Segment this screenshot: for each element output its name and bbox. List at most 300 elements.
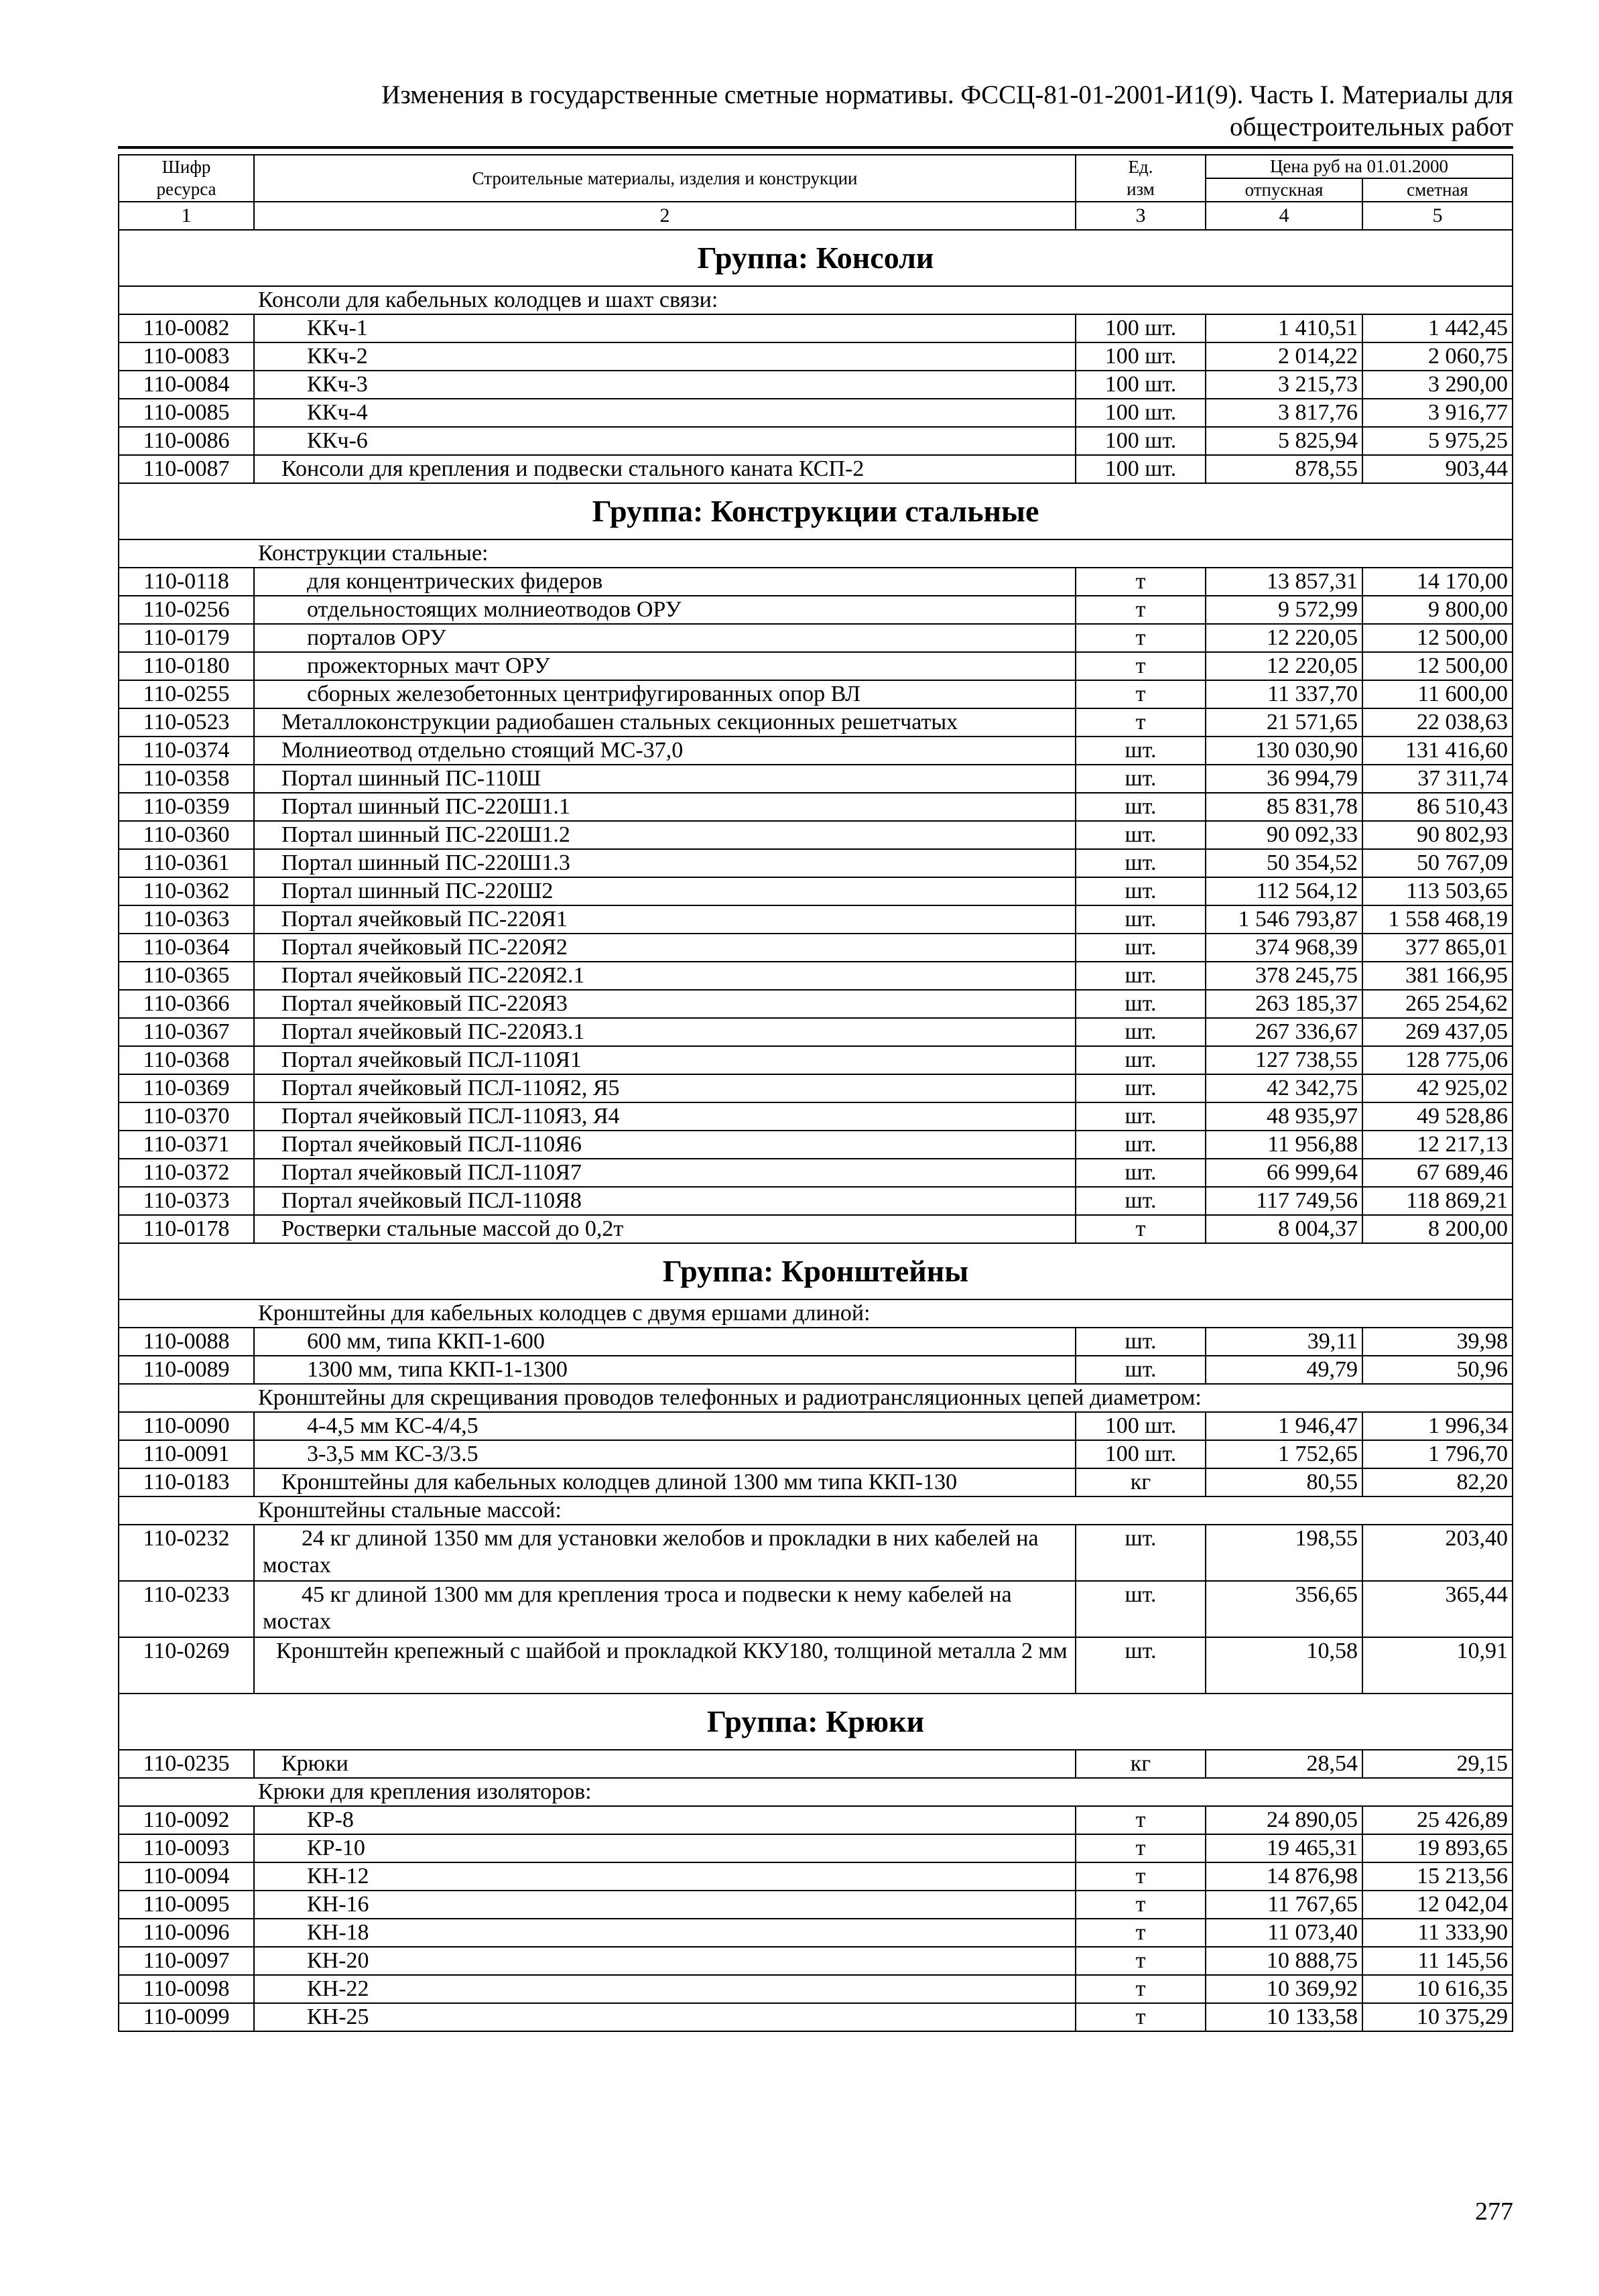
release-price: 130 030,90 bbox=[1206, 737, 1362, 765]
column-number: 2 bbox=[254, 202, 1076, 230]
table-row bbox=[119, 1018, 1513, 1046]
group-heading: Группа: Консоли bbox=[119, 230, 1513, 286]
resource-code: 110-0370 bbox=[119, 1102, 254, 1131]
release-price: 263 185,37 bbox=[1206, 990, 1362, 1018]
material-name: Портал ячейковый ПСЛ-110Я7 bbox=[254, 1159, 1076, 1187]
release-price: 11 956,88 bbox=[1206, 1131, 1362, 1159]
price-table bbox=[118, 154, 1513, 2032]
release-price: 80,55 bbox=[1206, 1468, 1362, 1496]
table-row bbox=[119, 990, 1513, 1018]
estimate-price: 128 775,06 bbox=[1362, 1046, 1513, 1074]
release-price: 13 857,31 bbox=[1206, 568, 1362, 596]
resource-code: 110-0363 bbox=[119, 905, 254, 934]
estimate-price: 11 600,00 bbox=[1362, 680, 1513, 708]
estimate-price: 14 170,00 bbox=[1362, 568, 1513, 596]
table-row bbox=[119, 1750, 1513, 1778]
table-row bbox=[119, 1215, 1513, 1243]
estimate-price: 50 767,09 bbox=[1362, 849, 1513, 877]
unit-of-measure: шт. bbox=[1076, 1159, 1206, 1187]
material-name: Молниеотвод отдельно стоящий МС-37,0 bbox=[254, 737, 1076, 765]
unit-of-measure: кг bbox=[1076, 1750, 1206, 1778]
unit-of-measure: шт. bbox=[1076, 905, 1206, 934]
release-price: 36 994,79 bbox=[1206, 765, 1362, 793]
material-name: 45 кг длиной 1300 мм для крепления троса и подвески к нему кабелей на мостах bbox=[254, 1581, 1076, 1637]
material-name: Портал ячейковый ПС-220Я3 bbox=[254, 990, 1076, 1018]
release-price: 198,55 bbox=[1206, 1525, 1362, 1581]
resource-code: 110-0256 bbox=[119, 596, 254, 624]
resource-code: 110-0085 bbox=[119, 399, 254, 427]
unit-of-measure: шт. bbox=[1076, 1581, 1206, 1637]
release-price: 66 999,64 bbox=[1206, 1159, 1362, 1187]
unit-of-measure: шт. bbox=[1076, 1046, 1206, 1074]
estimate-price: 86 510,43 bbox=[1362, 793, 1513, 821]
release-price: 374 968,39 bbox=[1206, 934, 1362, 962]
unit-of-measure: т bbox=[1076, 2003, 1206, 2031]
material-name: КН-22 bbox=[254, 1975, 1076, 2003]
release-price: 28,54 bbox=[1206, 1750, 1362, 1778]
material-name: ККч-1 bbox=[254, 314, 1076, 342]
material-name: Портал ячейковый ПС-220Я2 bbox=[254, 934, 1076, 962]
release-price: 11 767,65 bbox=[1206, 1891, 1362, 1919]
estimate-price: 42 925,02 bbox=[1362, 1074, 1513, 1102]
material-name: Портал ячейковый ПСЛ-110Я1 bbox=[254, 1046, 1076, 1074]
resource-code: 110-0082 bbox=[119, 314, 254, 342]
material-name: 24 кг длиной 1350 мм для установки желобов и прокладки в них кабелей на мостах bbox=[254, 1525, 1076, 1581]
subgroup-title: Кронштейны для скрещивания проводов телефонных и радиотрансляционных цепей диаметром: bbox=[254, 1384, 1513, 1412]
release-price: 3 817,76 bbox=[1206, 399, 1362, 427]
estimate-price: 9 800,00 bbox=[1362, 596, 1513, 624]
estimate-price: 1 796,70 bbox=[1362, 1440, 1513, 1468]
unit-of-measure: шт. bbox=[1076, 1328, 1206, 1356]
material-name: КН-25 bbox=[254, 2003, 1076, 2031]
subgroup-row bbox=[119, 1778, 1513, 1806]
estimate-price: 90 802,93 bbox=[1362, 821, 1513, 849]
table-row bbox=[119, 1525, 1513, 1581]
table-row bbox=[119, 877, 1513, 905]
release-price: 11 073,40 bbox=[1206, 1919, 1362, 1947]
estimate-price: 19 893,65 bbox=[1362, 1834, 1513, 1862]
unit-of-measure: т bbox=[1076, 596, 1206, 624]
material-name: Портал ячейковый ПСЛ-110Я2, Я5 bbox=[254, 1074, 1076, 1102]
resource-code: 110-0091 bbox=[119, 1440, 254, 1468]
resource-code: 110-0365 bbox=[119, 962, 254, 990]
estimate-price: 3 916,77 bbox=[1362, 399, 1513, 427]
estimate-price: 265 254,62 bbox=[1362, 990, 1513, 1018]
resource-code: 110-0089 bbox=[119, 1356, 254, 1384]
unit-of-measure: кг bbox=[1076, 1468, 1206, 1496]
subgroup-spacer bbox=[119, 1384, 254, 1412]
material-name: ККч-3 bbox=[254, 371, 1076, 399]
col-estimate-header: сметная bbox=[1362, 178, 1513, 202]
table-row bbox=[119, 1806, 1513, 1834]
release-price: 1 546 793,87 bbox=[1206, 905, 1362, 934]
col-unit-header: Ед. изм bbox=[1076, 155, 1206, 202]
table-row bbox=[119, 652, 1513, 680]
resource-code: 110-0360 bbox=[119, 821, 254, 849]
material-name: Портал шинный ПС-110Ш bbox=[254, 765, 1076, 793]
material-name: для концентрических фидеров bbox=[254, 568, 1076, 596]
unit-of-measure: шт. bbox=[1076, 962, 1206, 990]
column-number: 4 bbox=[1206, 202, 1362, 230]
unit-of-measure: т bbox=[1076, 708, 1206, 737]
material-name: 1300 мм, типа ККП-1-1300 bbox=[254, 1356, 1076, 1384]
material-name: Портал ячейковый ПС-220Я3.1 bbox=[254, 1018, 1076, 1046]
resource-code: 110-0099 bbox=[119, 2003, 254, 2031]
release-price: 10 133,58 bbox=[1206, 2003, 1362, 2031]
unit-of-measure: т bbox=[1076, 1975, 1206, 2003]
group-heading-row bbox=[119, 483, 1513, 539]
table-row bbox=[119, 1834, 1513, 1862]
release-price: 378 245,75 bbox=[1206, 962, 1362, 990]
column-number: 3 bbox=[1076, 202, 1206, 230]
release-price: 8 004,37 bbox=[1206, 1215, 1362, 1243]
subgroup-row bbox=[119, 1496, 1513, 1525]
group-heading-row bbox=[119, 230, 1513, 286]
estimate-price: 118 869,21 bbox=[1362, 1187, 1513, 1215]
material-name: порталов ОРУ bbox=[254, 624, 1076, 652]
resource-code: 110-0083 bbox=[119, 342, 254, 371]
subgroup-spacer bbox=[119, 1299, 254, 1328]
unit-of-measure: шт. bbox=[1076, 765, 1206, 793]
release-price: 2 014,22 bbox=[1206, 342, 1362, 371]
subgroup-spacer bbox=[119, 286, 254, 314]
estimate-price: 381 166,95 bbox=[1362, 962, 1513, 990]
resource-code: 110-0096 bbox=[119, 1919, 254, 1947]
header-line-2: общестроительных работ bbox=[1230, 113, 1513, 141]
material-name: Металлоконструкции радиобашен стальных секционных решетчатых bbox=[254, 708, 1076, 737]
col-release-header: отпускная bbox=[1206, 178, 1362, 202]
estimate-price: 12 500,00 bbox=[1362, 624, 1513, 652]
release-price: 90 092,33 bbox=[1206, 821, 1362, 849]
table-row bbox=[119, 624, 1513, 652]
page-number: 277 bbox=[1475, 2197, 1513, 2226]
resource-code: 110-0183 bbox=[119, 1468, 254, 1496]
estimate-price: 1 996,34 bbox=[1362, 1412, 1513, 1440]
unit-of-measure: т bbox=[1076, 1862, 1206, 1891]
estimate-price: 12 500,00 bbox=[1362, 652, 1513, 680]
unit-of-measure: шт. bbox=[1076, 1018, 1206, 1046]
release-price: 127 738,55 bbox=[1206, 1046, 1362, 1074]
resource-code: 110-0368 bbox=[119, 1046, 254, 1074]
estimate-price: 49 528,86 bbox=[1362, 1102, 1513, 1131]
release-price: 39,11 bbox=[1206, 1328, 1362, 1356]
table-row bbox=[119, 849, 1513, 877]
resource-code: 110-0178 bbox=[119, 1215, 254, 1243]
material-name: Портал ячейковый ПСЛ-110Я8 bbox=[254, 1187, 1076, 1215]
unit-of-measure: шт. bbox=[1076, 1525, 1206, 1581]
resource-code: 110-0094 bbox=[119, 1862, 254, 1891]
estimate-price: 29,15 bbox=[1362, 1750, 1513, 1778]
table-row bbox=[119, 1891, 1513, 1919]
table-row bbox=[119, 1356, 1513, 1384]
table-row bbox=[119, 1159, 1513, 1187]
unit-of-measure: 100 шт. bbox=[1076, 342, 1206, 371]
release-price: 9 572,99 bbox=[1206, 596, 1362, 624]
material-name: Портал шинный ПС-220Ш1.3 bbox=[254, 849, 1076, 877]
resource-code: 110-0366 bbox=[119, 990, 254, 1018]
resource-code: 110-0087 bbox=[119, 455, 254, 483]
estimate-price: 11 145,56 bbox=[1362, 1947, 1513, 1975]
release-price: 19 465,31 bbox=[1206, 1834, 1362, 1862]
estimate-price: 10,91 bbox=[1362, 1637, 1513, 1694]
unit-of-measure: шт. bbox=[1076, 849, 1206, 877]
group-heading: Группа: Кронштейны bbox=[119, 1243, 1513, 1299]
unit-of-measure: т bbox=[1076, 1834, 1206, 1862]
table-row bbox=[119, 427, 1513, 455]
release-price: 50 354,52 bbox=[1206, 849, 1362, 877]
resource-code: 110-0358 bbox=[119, 765, 254, 793]
column-number: 5 bbox=[1362, 202, 1513, 230]
unit-of-measure: 100 шт. bbox=[1076, 455, 1206, 483]
estimate-price: 11 333,90 bbox=[1362, 1919, 1513, 1947]
material-name: сборных железобетонных центрифугированных опор ВЛ bbox=[254, 680, 1076, 708]
material-name: КН-18 bbox=[254, 1919, 1076, 1947]
material-name: отдельностоящих молниеотводов ОРУ bbox=[254, 596, 1076, 624]
group-heading: Группа: Конструкции стальные bbox=[119, 483, 1513, 539]
table-row bbox=[119, 342, 1513, 371]
col-name-header: Строительные материалы, изделия и конструкции bbox=[254, 155, 1076, 202]
subgroup-title: Конструкции стальные: bbox=[254, 539, 1513, 568]
material-name: ККч-4 bbox=[254, 399, 1076, 427]
release-price: 5 825,94 bbox=[1206, 427, 1362, 455]
table-body bbox=[119, 230, 1513, 2031]
table-row bbox=[119, 1637, 1513, 1694]
estimate-price: 12 042,04 bbox=[1362, 1891, 1513, 1919]
table-row bbox=[119, 455, 1513, 483]
material-name: Портал ячейковый ПС-220Я1 bbox=[254, 905, 1076, 934]
unit-of-measure: шт. bbox=[1076, 1187, 1206, 1215]
resource-code: 110-0364 bbox=[119, 934, 254, 962]
unit-of-measure: шт. bbox=[1076, 1356, 1206, 1384]
release-price: 10 888,75 bbox=[1206, 1947, 1362, 1975]
release-price: 10 369,92 bbox=[1206, 1975, 1362, 2003]
subgroup-title: Кронштейны для кабельных колодцев с двумя ершами длиной: bbox=[254, 1299, 1513, 1328]
release-price: 42 342,75 bbox=[1206, 1074, 1362, 1102]
resource-code: 110-0118 bbox=[119, 568, 254, 596]
resource-code: 110-0088 bbox=[119, 1328, 254, 1356]
release-price: 112 564,12 bbox=[1206, 877, 1362, 905]
material-name: Портал ячейковый ПСЛ-110Я6 bbox=[254, 1131, 1076, 1159]
table-row bbox=[119, 1412, 1513, 1440]
estimate-price: 50,96 bbox=[1362, 1356, 1513, 1384]
release-price: 356,65 bbox=[1206, 1581, 1362, 1637]
material-name: 600 мм, типа ККП-1-600 bbox=[254, 1328, 1076, 1356]
resource-code: 110-0084 bbox=[119, 371, 254, 399]
material-name: Ростверки стальные массой до 0,2т bbox=[254, 1215, 1076, 1243]
page-header bbox=[118, 79, 1513, 143]
table-row bbox=[119, 934, 1513, 962]
header-line-1: Изменения в государственные сметные нормативы. ФССЦ-81-01-2001-И1(9). Часть I. Материалы для bbox=[381, 80, 1513, 109]
resource-code: 110-0098 bbox=[119, 1975, 254, 2003]
estimate-price: 377 865,01 bbox=[1362, 934, 1513, 962]
material-name: Кронштейны для кабельных колодцев длиной 1300 мм типа ККП-130 bbox=[254, 1468, 1076, 1496]
estimate-price: 10 616,35 bbox=[1362, 1975, 1513, 2003]
resource-code: 110-0232 bbox=[119, 1525, 254, 1581]
table-row bbox=[119, 1440, 1513, 1468]
unit-of-measure: т bbox=[1076, 680, 1206, 708]
unit-of-measure: шт. bbox=[1076, 934, 1206, 962]
column-numbers-row bbox=[119, 202, 1513, 230]
table-row bbox=[119, 371, 1513, 399]
table-row bbox=[119, 399, 1513, 427]
unit-of-measure: 100 шт. bbox=[1076, 427, 1206, 455]
group-heading-row bbox=[119, 1694, 1513, 1750]
table-row bbox=[119, 1862, 1513, 1891]
resource-code: 110-0095 bbox=[119, 1891, 254, 1919]
material-name: КН-12 bbox=[254, 1862, 1076, 1891]
resource-code: 110-0086 bbox=[119, 427, 254, 455]
table-row bbox=[119, 1187, 1513, 1215]
unit-of-measure: шт. bbox=[1076, 1074, 1206, 1102]
col-price-header: Цена руб на 01.01.2000 bbox=[1206, 155, 1513, 178]
table-row bbox=[119, 708, 1513, 737]
material-name: 4-4,5 мм КС-4/4,5 bbox=[254, 1412, 1076, 1440]
resource-code: 110-0180 bbox=[119, 652, 254, 680]
unit-of-measure: 100 шт. bbox=[1076, 314, 1206, 342]
estimate-price: 82,20 bbox=[1362, 1468, 1513, 1496]
material-name: Портал шинный ПС-220Ш1.1 bbox=[254, 793, 1076, 821]
subgroup-title: Консоли для кабельных колодцев и шахт связи: bbox=[254, 286, 1513, 314]
subgroup-row bbox=[119, 1299, 1513, 1328]
subgroup-spacer bbox=[119, 539, 254, 568]
table-row bbox=[119, 1919, 1513, 1947]
unit-of-measure: шт. bbox=[1076, 1102, 1206, 1131]
release-price: 267 336,67 bbox=[1206, 1018, 1362, 1046]
estimate-price: 15 213,56 bbox=[1362, 1862, 1513, 1891]
release-price: 117 749,56 bbox=[1206, 1187, 1362, 1215]
unit-of-measure: шт. bbox=[1076, 990, 1206, 1018]
estimate-price: 10 375,29 bbox=[1362, 2003, 1513, 2031]
release-price: 12 220,05 bbox=[1206, 624, 1362, 652]
material-name: прожекторных мачт ОРУ bbox=[254, 652, 1076, 680]
unit-of-measure: т bbox=[1076, 624, 1206, 652]
resource-code: 110-0367 bbox=[119, 1018, 254, 1046]
resource-code: 110-0097 bbox=[119, 1947, 254, 1975]
material-name: 3-3,5 мм КС-3/3.5 bbox=[254, 1440, 1076, 1468]
subgroup-title: Кронштейны стальные массой: bbox=[254, 1496, 1513, 1525]
release-price: 24 890,05 bbox=[1206, 1806, 1362, 1834]
table-row bbox=[119, 1074, 1513, 1102]
resource-code: 110-0373 bbox=[119, 1187, 254, 1215]
resource-code: 110-0235 bbox=[119, 1750, 254, 1778]
subgroup-row bbox=[119, 286, 1513, 314]
unit-of-measure: 100 шт. bbox=[1076, 371, 1206, 399]
table-row bbox=[119, 1975, 1513, 2003]
estimate-price: 203,40 bbox=[1362, 1525, 1513, 1581]
unit-of-measure: шт. bbox=[1076, 1637, 1206, 1694]
estimate-price: 365,44 bbox=[1362, 1581, 1513, 1637]
resource-code: 110-0255 bbox=[119, 680, 254, 708]
estimate-price: 269 437,05 bbox=[1362, 1018, 1513, 1046]
subgroup-row bbox=[119, 1384, 1513, 1412]
resource-code: 110-0374 bbox=[119, 737, 254, 765]
unit-of-measure: шт. bbox=[1076, 737, 1206, 765]
estimate-price: 12 217,13 bbox=[1362, 1131, 1513, 1159]
table-row bbox=[119, 1328, 1513, 1356]
resource-code: 110-0090 bbox=[119, 1412, 254, 1440]
resource-code: 110-0362 bbox=[119, 877, 254, 905]
resource-code: 110-0093 bbox=[119, 1834, 254, 1862]
estimate-price: 903,44 bbox=[1362, 455, 1513, 483]
unit-of-measure: шт. bbox=[1076, 821, 1206, 849]
estimate-price: 25 426,89 bbox=[1362, 1806, 1513, 1834]
unit-of-measure: т bbox=[1076, 1919, 1206, 1947]
estimate-price: 3 290,00 bbox=[1362, 371, 1513, 399]
estimate-price: 1 442,45 bbox=[1362, 314, 1513, 342]
resource-code: 110-0233 bbox=[119, 1581, 254, 1637]
table-row bbox=[119, 1046, 1513, 1074]
release-price: 85 831,78 bbox=[1206, 793, 1362, 821]
release-price: 1 946,47 bbox=[1206, 1412, 1362, 1440]
table-row bbox=[119, 905, 1513, 934]
estimate-price: 37 311,74 bbox=[1362, 765, 1513, 793]
estimate-price: 131 416,60 bbox=[1362, 737, 1513, 765]
table-row bbox=[119, 1468, 1513, 1496]
material-name: Портал ячейковый ПСЛ-110Я3, Я4 bbox=[254, 1102, 1076, 1131]
material-name: Портал ячейковый ПС-220Я2.1 bbox=[254, 962, 1076, 990]
table-row bbox=[119, 737, 1513, 765]
estimate-price: 39,98 bbox=[1362, 1328, 1513, 1356]
material-name: Консоли для крепления и подвески стального каната КСП-2 bbox=[254, 455, 1076, 483]
resource-code: 110-0369 bbox=[119, 1074, 254, 1102]
resource-code: 110-0372 bbox=[119, 1159, 254, 1187]
unit-of-measure: т bbox=[1076, 1947, 1206, 1975]
subgroup-spacer bbox=[119, 1496, 254, 1525]
subgroup-row bbox=[119, 539, 1513, 568]
material-name: ККч-2 bbox=[254, 342, 1076, 371]
estimate-price: 113 503,65 bbox=[1362, 877, 1513, 905]
table-row bbox=[119, 1131, 1513, 1159]
unit-of-measure: 100 шт. bbox=[1076, 399, 1206, 427]
table-row bbox=[119, 680, 1513, 708]
header-rule bbox=[118, 146, 1513, 149]
resource-code: 110-0092 bbox=[119, 1806, 254, 1834]
unit-of-measure: т bbox=[1076, 652, 1206, 680]
unit-of-measure: шт. bbox=[1076, 793, 1206, 821]
column-number: 1 bbox=[119, 202, 254, 230]
subgroup-title: Крюки для крепления изоляторов: bbox=[254, 1778, 1513, 1806]
estimate-price: 8 200,00 bbox=[1362, 1215, 1513, 1243]
estimate-price: 1 558 468,19 bbox=[1362, 905, 1513, 934]
material-name: Портал шинный ПС-220Ш2 bbox=[254, 877, 1076, 905]
release-price: 21 571,65 bbox=[1206, 708, 1362, 737]
group-heading: Группа: Крюки bbox=[119, 1694, 1513, 1750]
material-name: КР-8 bbox=[254, 1806, 1076, 1834]
resource-code: 110-0523 bbox=[119, 708, 254, 737]
table-row bbox=[119, 1947, 1513, 1975]
subgroup-spacer bbox=[119, 1778, 254, 1806]
release-price: 878,55 bbox=[1206, 455, 1362, 483]
release-price: 1 752,65 bbox=[1206, 1440, 1362, 1468]
material-name: КР-10 bbox=[254, 1834, 1076, 1862]
release-price: 12 220,05 bbox=[1206, 652, 1362, 680]
table-row bbox=[119, 962, 1513, 990]
table-row bbox=[119, 821, 1513, 849]
table-row bbox=[119, 1102, 1513, 1131]
table-row bbox=[119, 314, 1513, 342]
release-price: 49,79 bbox=[1206, 1356, 1362, 1384]
resource-code: 110-0179 bbox=[119, 624, 254, 652]
release-price: 1 410,51 bbox=[1206, 314, 1362, 342]
material-name: КН-20 bbox=[254, 1947, 1076, 1975]
estimate-price: 22 038,63 bbox=[1362, 708, 1513, 737]
release-price: 11 337,70 bbox=[1206, 680, 1362, 708]
table-row bbox=[119, 1581, 1513, 1637]
material-name: Крюки bbox=[254, 1750, 1076, 1778]
unit-of-measure: т bbox=[1076, 1215, 1206, 1243]
material-name: Кронштейн крепежный с шайбой и прокладкой ККУ180, толщиной металла 2 мм bbox=[254, 1637, 1076, 1694]
material-name: ККч-6 bbox=[254, 427, 1076, 455]
